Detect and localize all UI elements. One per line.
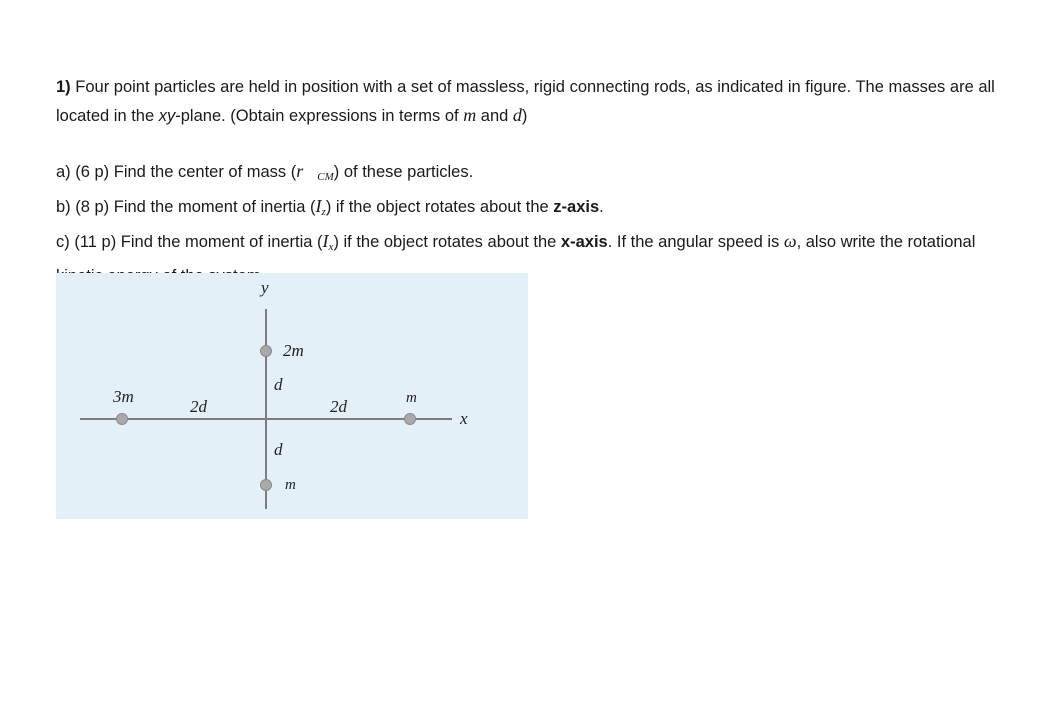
- x-axis-label: x: [460, 409, 468, 428]
- question-parts: [56, 157, 1016, 291]
- question-number: 1): [56, 78, 71, 96]
- particle-figure: [56, 273, 528, 519]
- distance-left-label: 2d: [190, 397, 207, 416]
- part-c: c) (11 p) Find the moment of inertia $(I_x)$ if the object rotates about the x-axis. If the angular speed is ω, also write the rotational: [56, 231, 976, 253]
- var-m: m: [463, 105, 477, 125]
- xy-label: xy: [158, 107, 176, 125]
- iz-symbol: I: [315, 196, 322, 216]
- distance-top-label: d: [274, 375, 283, 394]
- mass-bottom-label: m: [285, 477, 296, 493]
- mass-top-label: 2m: [283, 341, 304, 360]
- mass-right-label: m: [406, 390, 417, 406]
- part-a: a) (6 p) Find the center of mass $(r⃗_{CM})$ of these particles.: [56, 161, 474, 183]
- x-axis-bold: x-axis: [560, 233, 608, 251]
- ix-symbol: I: [322, 231, 329, 251]
- distance-bottom-label: d: [274, 440, 283, 459]
- z-axis-bold: z-axis: [553, 198, 600, 216]
- question-text: 1) Four point particles are held in position with a set of massless, rigid connecting rods, as indicated in figure. The masses are all located in the xy-plane. (Obtain expressions in terms of m and d): [56, 78, 995, 125]
- mass-top-dot: [261, 346, 272, 357]
- r-cm-symbol: r⃗: [296, 161, 318, 181]
- y-axis-label: y: [261, 278, 269, 297]
- mass-bottom-dot: [261, 480, 272, 491]
- omega-symbol: ω: [783, 231, 797, 251]
- distance-right-label: 2d: [330, 397, 347, 416]
- mass-left-dot: [117, 414, 128, 425]
- mass-left-label: 3m: [113, 387, 134, 406]
- var-d: d: [512, 105, 522, 125]
- mass-right-dot: [405, 414, 416, 425]
- part-b: b) (8 p) Find the moment of inertia $(I_z)$ if the object rotates about the z-axis.: [56, 196, 604, 218]
